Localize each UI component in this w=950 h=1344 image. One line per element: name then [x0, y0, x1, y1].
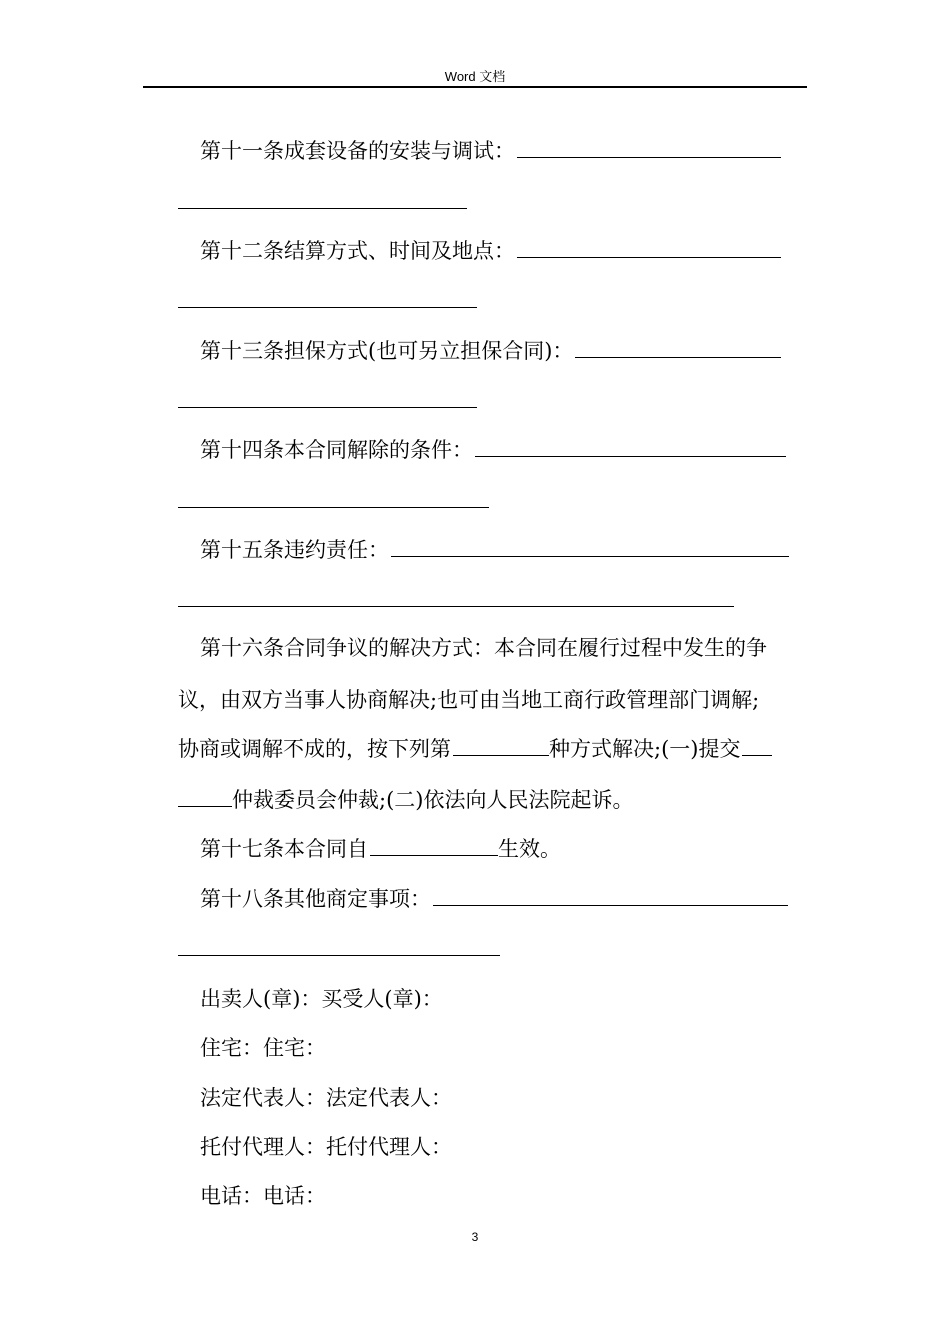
article-17-start: 第十七条本合同自 — [200, 837, 368, 861]
effective-date-blank[interactable] — [370, 835, 498, 856]
article-14-blank-continued[interactable] — [178, 507, 489, 508]
signature-address: 住宅：住宅： — [200, 1036, 326, 1060]
article-16-line-1: 第十六条合同争议的解决方式：本合同在履行过程中发生的争 — [200, 636, 767, 660]
article-11-blank-continued[interactable] — [178, 208, 467, 209]
resolution-method-blank[interactable] — [453, 735, 549, 756]
article-13-blank[interactable] — [575, 337, 781, 358]
article-12 — [178, 237, 802, 265]
article-14-blank[interactable] — [475, 436, 786, 457]
signature-legal-rep: 法定代表人：法定代表人： — [200, 1086, 452, 1110]
header-rule — [143, 86, 807, 88]
signature-phone: 电话：电话： — [200, 1184, 326, 1208]
article-16-line-2: 议，由双方当事人协商解决;也可由当地工商行政管理部门调解; — [178, 688, 760, 712]
article-13-text: 第十三条担保方式(也可另立担保合同)： — [200, 339, 574, 363]
article-12-text: 第十二条结算方式、时间及地点： — [200, 239, 515, 263]
article-16-line-3-middle: 种方式解决;(一)提交 — [549, 737, 741, 761]
article-17-end: 生效。 — [498, 837, 561, 861]
article-13 — [178, 337, 802, 365]
article-15-blank[interactable] — [391, 536, 789, 557]
article-11-blank[interactable] — [517, 137, 781, 158]
article-18-text: 第十八条其他商定事项： — [200, 887, 431, 911]
page-number: 3 — [471, 1230, 479, 1244]
article-18 — [178, 885, 802, 913]
article-16-line-4 — [178, 786, 802, 814]
article-18-blank-continued[interactable] — [178, 955, 500, 956]
article-11-text: 第十一条成套设备的安装与调试： — [200, 139, 515, 163]
article-15-blank-continued[interactable] — [178, 606, 734, 607]
article-11 — [178, 137, 802, 165]
article-15-text: 第十五条违约责任： — [200, 538, 389, 562]
article-12-blank-continued[interactable] — [178, 307, 477, 308]
article-14 — [178, 436, 802, 464]
article-16-line-3 — [178, 735, 802, 763]
arbitration-body-blank[interactable] — [742, 735, 772, 756]
signature-agent: 托付代理人：托付代理人： — [200, 1135, 452, 1159]
article-18-blank[interactable] — [433, 885, 788, 906]
signature-party: 出卖人(章)：买受人(章)： — [200, 987, 443, 1011]
page-header: Word 文档 — [444, 69, 506, 84]
article-13-blank-continued[interactable] — [178, 407, 477, 408]
article-16-line-3-start: 协商或调解不成的，按下列第 — [178, 737, 451, 761]
article-17 — [178, 835, 802, 863]
article-14-text: 第十四条本合同解除的条件： — [200, 438, 473, 462]
article-15 — [178, 536, 802, 564]
arbitration-body-blank-continued[interactable] — [178, 786, 232, 807]
article-12-blank[interactable] — [517, 237, 781, 258]
article-16-line-4-end: 仲裁委员会仲裁;(二)依法向人民法院起诉。 — [232, 788, 634, 812]
